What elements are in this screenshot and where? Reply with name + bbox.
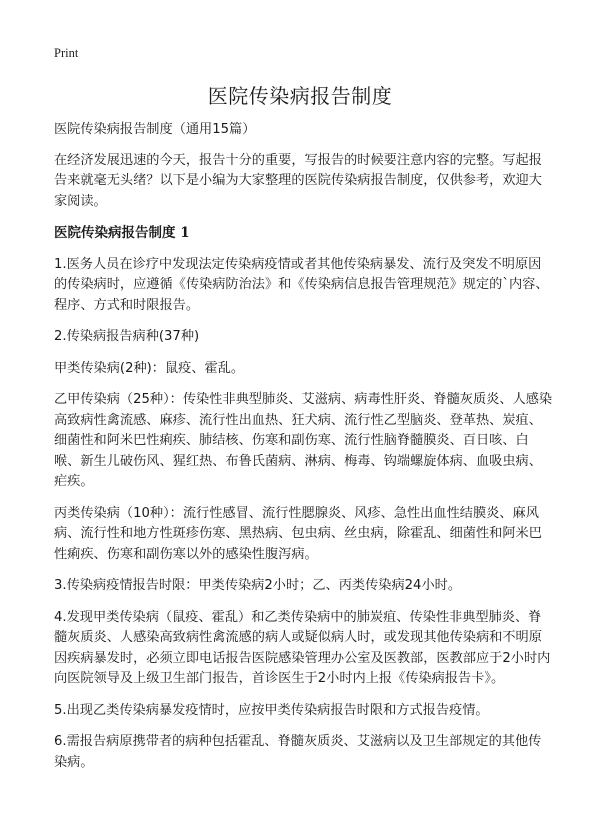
paragraph-6: 3.传染病疫情报告时限：甲类传染病2小时；乙、丙类传染病24小时。 <box>54 578 462 593</box>
paragraph-3: 甲类传染病(2种)：鼠疫、霍乱。 <box>54 360 245 376</box>
paragraph-8: 5.出现乙类传染病暴发疫情时，应按甲类传染病报告时限和方式报告疫情。 <box>54 702 489 718</box>
paragraph-7: 4.发现甲类传染病（鼠疫、霍乱）和乙类传染病中的肺炭疽、传染性非典型肺炎、脊髓灰质炎、人感染高致病性禽流感的病人或疑似病人时，或发现其他传染病和不明原因疾病暴发时，必须立即电话报告医院感染管理办公室及医教部，医教部应于2小时内向医院领导及上级卫生部门报告，首诊医生于2小时内上报《传染病报告卡》。 <box>54 609 551 686</box>
paragraph-1: 1.医务人员在诊疗中发现法定传染病疫情或者其他传染病暴发、流行及突发不明原因的传染病时，应遵循《传染病防治法》和《传染病信息报告管理规范》规定的`内容、程序、方式和时限报告。 <box>54 256 549 313</box>
document-title: 医院传染病报告制度 <box>207 84 393 108</box>
paragraph-5: 丙类传染病（10种）：流行性感冒、流行性腮腺炎、风疹、急性出血性结膜炎、麻风病、流行性和地方性斑疹伤寒、黑热病、包虫病、丝虫病，除霍乱、细菌性和阿米巴性痢疾、伤寒和副伤寒以外的感染性腹泻病。 <box>54 505 542 562</box>
intro-paragraph: 在经济发展迅速的今天，报告十分的重要，写报告的时候要注意内容的完整。写起报告来就毫无头绪？以下是小编为大家整理的医院传染病报告制度，仅供参考，欢迎大家阅读。 <box>54 152 542 209</box>
document-subtitle: 医院传染病报告制度（通用15篇） <box>54 122 256 137</box>
paragraph-9: 6.需报告病原携带者的病种包括霍乱、脊髓灰质炎、艾滋病以及卫生部规定的其他传染病。 <box>54 734 542 770</box>
paragraph-2: 2.传染病报告病种(37种) <box>54 329 200 344</box>
document-body <box>54 120 554 784</box>
print-label: Print <box>54 46 79 60</box>
paragraph-4: 乙甲传染病（25种）：传染性非典型肺炎、艾滋病、病毒性肝炎、脊髓灰质炎、人感染高致病性禽流感、麻疹、流行性出血热、狂犬病、流行性乙型脑炎、登革热、炭疽、细菌性和阿米巴性痢疾、肺结核、伤寒和副伤寒、流行性脑脊髓膜炎、百日咳、白喉、新生儿破伤风、猩红热、布鲁氏菌病、淋病、梅毒、钩端螺旋体病、血吸虫病、疟疾。 <box>54 392 553 489</box>
section-heading: 医院传染病报告制度 1 <box>54 225 190 241</box>
